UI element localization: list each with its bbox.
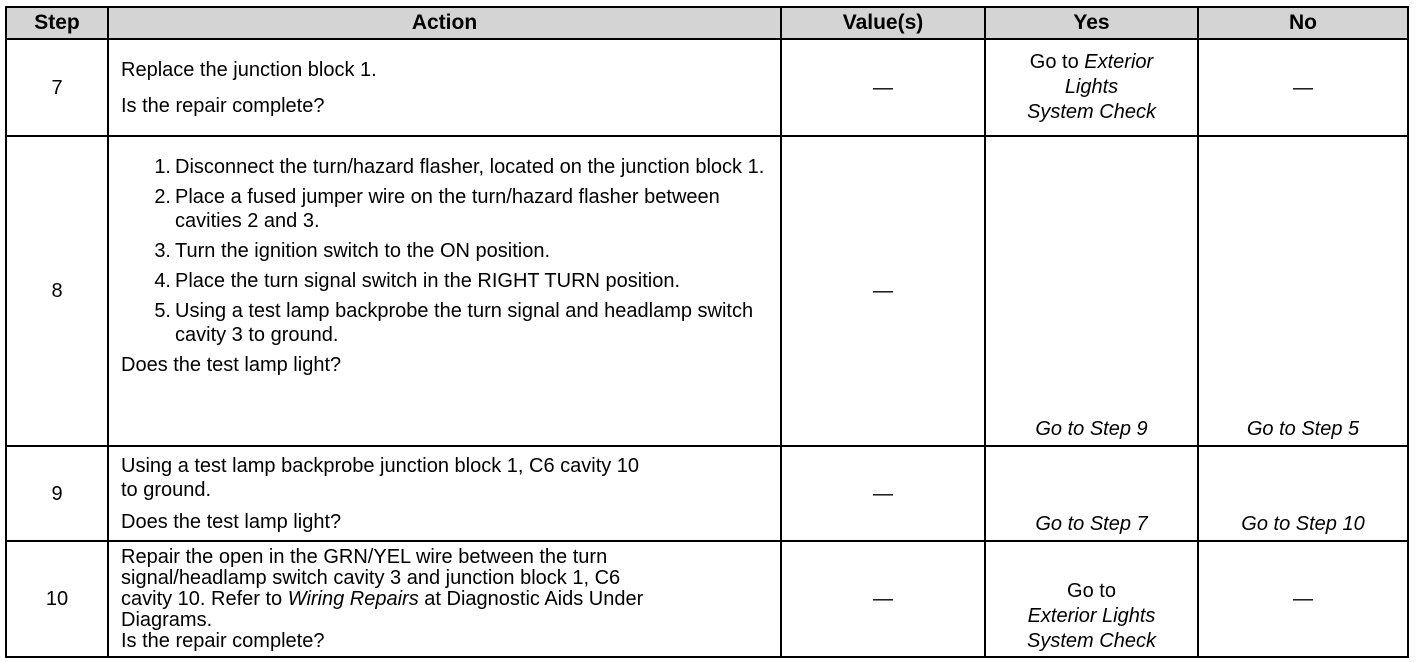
no-cell: [1198, 446, 1408, 541]
yes-link-system-check[interactable]: System Check: [1027, 630, 1156, 652]
yes-prefix: Go to: [1029, 51, 1085, 73]
step-number: 10: [6, 541, 108, 657]
table-row-step-7: [6, 39, 1408, 136]
value-dash: —: [873, 588, 893, 610]
yes-cell: [985, 541, 1198, 657]
action-question: Is the repair complete?: [121, 94, 325, 117]
list-text: Using a test lamp backprobe the turn signal and headlamp switch cavity 3 to ground.: [175, 300, 754, 346]
action-text-line-2: signal/headlamp switch cavity 3 and junction block 1, C6: [121, 566, 621, 589]
list-text: Disconnect the turn/hazard flasher, located on the junction block 1.: [175, 156, 765, 178]
value-dash: —: [873, 76, 893, 99]
table-row-step-10: [6, 541, 1408, 657]
list-number: 3.: [154, 240, 171, 262]
action-text-line-2: to ground.: [121, 478, 212, 501]
value-cell: [781, 446, 985, 541]
procedure-list: [121, 155, 770, 347]
step-number: 9: [6, 446, 108, 541]
no-dash: —: [1293, 588, 1313, 610]
action-cell: [108, 541, 781, 657]
diagnostic-table-page: [5, 6, 1407, 654]
diagnostic-table: [5, 6, 1409, 658]
yes-cell: [985, 39, 1198, 136]
yes-link-exterior[interactable]: Exterior: [1084, 51, 1154, 73]
list-item: [141, 155, 770, 179]
header-step: Step: [6, 7, 108, 39]
table-row-step-9: [6, 446, 1408, 541]
yes-cell: [985, 446, 1198, 541]
action-text-line-1: Using a test lamp backprobe junction block 1, C6 cavity 10: [121, 454, 640, 477]
value-dash: —: [873, 482, 893, 505]
yes-link-system-check[interactable]: System Check: [1027, 101, 1156, 123]
no-link-step-5[interactable]: Go to Step 5: [1246, 418, 1360, 440]
action-text: Replace the junction block 1.: [121, 58, 377, 81]
header-values: Value(s): [781, 7, 985, 39]
value-cell: [781, 541, 985, 657]
table-header-row: [6, 7, 1408, 39]
list-text: Place a fused jumper wire on the turn/hazard flasher between cavities 2 and 3.: [175, 186, 720, 232]
action-cell: [108, 39, 781, 136]
yes-cell: [985, 136, 1198, 446]
no-cell: [1198, 541, 1408, 657]
header-action: Action: [108, 7, 781, 39]
yes-prefix: Go to: [1067, 580, 1116, 602]
yes-link-exterior-lights[interactable]: Exterior Lights: [1027, 605, 1156, 627]
value-cell: [781, 39, 985, 136]
action-text-line-4: Diagrams.: [121, 608, 213, 631]
no-link-step-10[interactable]: Go to Step 10: [1241, 513, 1365, 535]
list-text: Place the turn signal switch in the RIGHT TURN position.: [175, 270, 681, 292]
no-dash: —: [1293, 76, 1313, 99]
wiring-repairs-link[interactable]: Wiring Repairs: [287, 587, 419, 610]
list-number: 4.: [154, 270, 171, 292]
header-yes: Yes: [985, 7, 1198, 39]
list-text: Turn the ignition switch to the ON position.: [175, 240, 550, 262]
action-question: Does the test lamp light?: [121, 510, 342, 533]
list-item: [141, 239, 770, 263]
yes-link-step-9[interactable]: Go to Step 9: [1035, 418, 1148, 440]
action-cell: [108, 446, 781, 541]
action-question: Is the repair complete?: [121, 629, 325, 652]
list-number: 2.: [154, 186, 171, 208]
action-question: Does the test lamp light?: [121, 354, 342, 376]
no-cell: [1198, 136, 1408, 446]
line3-suffix: at Diagnostic Aids Under: [418, 587, 644, 610]
value-dash: —: [873, 280, 893, 302]
list-item: [141, 185, 770, 233]
action-text-line-1: Repair the open in the GRN/YEL wire between the turn: [121, 545, 608, 568]
step-number: 8: [6, 136, 108, 446]
action-cell: [108, 136, 781, 446]
list-number: 1.: [154, 156, 171, 178]
yes-link-step-7[interactable]: Go to Step 7: [1035, 513, 1148, 535]
value-cell: [781, 136, 985, 446]
yes-link-lights[interactable]: Lights: [1064, 76, 1119, 98]
no-cell: [1198, 39, 1408, 136]
header-no: No: [1198, 7, 1408, 39]
list-item: [141, 299, 770, 347]
line3-prefix: cavity 10. Refer to: [121, 587, 288, 610]
list-item: [141, 269, 770, 293]
step-number: 7: [6, 39, 108, 136]
list-number: 5.: [154, 300, 171, 322]
table-row-step-8: [6, 136, 1408, 446]
action-text-line-3: [121, 589, 770, 610]
